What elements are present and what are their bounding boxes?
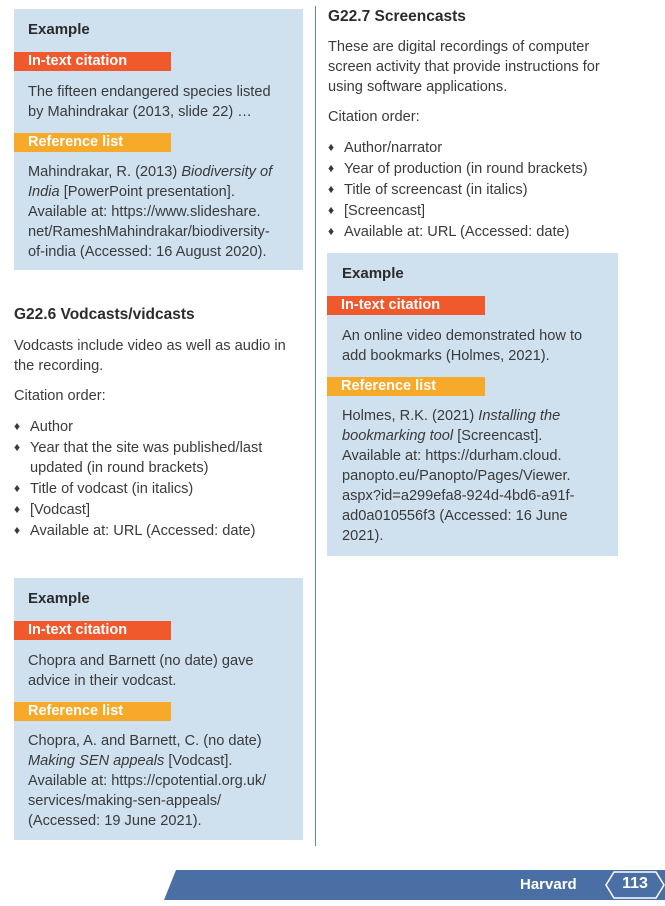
example-title: Example xyxy=(28,590,90,607)
section-heading-vodcasts: G22.6 Vodcasts/vidcasts xyxy=(14,306,195,323)
reference-line: ad0a010556f3 (Accessed: 16 June xyxy=(342,508,568,524)
list-item: ♦ Title of screencast (in italics) xyxy=(328,179,588,200)
reference-line: Mahindrakar, R. (2013) Biodiversity of xyxy=(28,164,273,180)
list-item: ♦ Author xyxy=(14,416,262,437)
list-item: ♦ Author/narrator xyxy=(328,137,588,158)
reference-line: aspx?id=a299efa8-924d-4bd6-a91f- xyxy=(342,488,575,504)
section-intro-line: using software applications. xyxy=(328,79,508,95)
reference-line: Making SEN appeals [Vodcast]. xyxy=(28,753,233,769)
list-item: ♦ Year that the site was published/last xyxy=(14,437,262,458)
section-intro-line: screen activity that provide instructions for xyxy=(328,59,600,75)
column-divider xyxy=(315,6,316,846)
in-text-citation-label: In-text citation xyxy=(327,296,485,315)
citation-order-label: Citation order: xyxy=(328,109,420,125)
reference-line: Holmes, R.K. (2021) Installing the xyxy=(342,408,561,424)
in-text-line: add bookmarks (Holmes, 2021). xyxy=(342,348,550,364)
diamond-bullet-icon: ♦ xyxy=(328,203,335,217)
section-heading-screencasts: G22.7 Screencasts xyxy=(328,8,466,25)
in-text-citation-label: In-text citation xyxy=(14,52,171,71)
page-number: 113 xyxy=(622,875,648,892)
reference-line: bookmarking tool [Screencast]. xyxy=(342,428,543,444)
reference-line: (Accessed: 19 June 2021). xyxy=(28,813,202,829)
citation-order-label: Citation order: xyxy=(14,388,106,404)
reference-list-label: Reference list xyxy=(327,377,485,396)
diamond-bullet-icon: ♦ xyxy=(14,419,21,433)
reference-line: India [PowerPoint presentation]. xyxy=(28,184,235,200)
in-text-line: The fifteen endangered species listed xyxy=(28,84,271,100)
diamond-bullet-icon: ♦ xyxy=(14,523,21,537)
reference-line: Available at: https://cpotential.org.uk/ xyxy=(28,773,267,789)
diamond-bullet-icon: ♦ xyxy=(328,182,335,196)
diamond-bullet-icon: ♦ xyxy=(14,502,21,516)
in-text-line: Chopra and Barnett (no date) gave xyxy=(28,653,254,669)
list-item: ♦ Available at: URL (Accessed: date) xyxy=(14,520,262,541)
citation-order-list xyxy=(328,137,588,242)
section-name: Harvard xyxy=(520,876,577,893)
reference-line: net/RameshMahindrakar/biodiversity- xyxy=(28,224,270,240)
citation-order-list xyxy=(14,416,262,541)
list-item: ♦ Available at: URL (Accessed: date) xyxy=(328,221,588,242)
list-item: ♦ [Screencast] xyxy=(328,200,588,221)
in-text-line: advice in their vodcast. xyxy=(28,673,177,689)
list-item: ♦ Year of production (in round brackets) xyxy=(328,158,588,179)
reference-list-label: Reference list xyxy=(14,133,171,152)
diamond-bullet-icon: ♦ xyxy=(328,140,335,154)
reference-line: Available at: https://durham.cloud. xyxy=(342,448,562,464)
reference-line: Chopra, A. and Barnett, C. (no date) xyxy=(28,733,262,749)
list-item: ♦ [Vodcast] xyxy=(14,499,262,520)
footer-banner-shape xyxy=(164,870,665,900)
section-intro-line: Vodcasts include video as well as audio in xyxy=(14,338,286,354)
diamond-bullet-icon: ♦ xyxy=(14,440,21,454)
reference-line: Available at: https://www.slideshare. xyxy=(28,204,261,220)
diamond-bullet-icon: ♦ xyxy=(14,481,21,495)
section-intro-line: These are digital recordings of computer xyxy=(328,39,590,55)
reference-line: panopto.eu/Panopto/Pages/Viewer. xyxy=(342,468,571,484)
example-title: Example xyxy=(28,21,90,38)
diamond-bullet-icon: ♦ xyxy=(328,161,335,175)
reference-line: services/making-sen-appeals/ xyxy=(28,793,222,809)
list-item-continuation: updated (in round brackets) xyxy=(30,460,209,476)
diamond-bullet-icon: ♦ xyxy=(328,224,335,238)
footer-banner xyxy=(164,870,665,900)
in-text-line: by Mahindrakar (2013, slide 22) … xyxy=(28,104,252,120)
reference-line: 2021). xyxy=(342,528,384,544)
example-title: Example xyxy=(342,265,404,282)
in-text-line: An online video demonstrated how to xyxy=(342,328,583,344)
reference-line: of-india (Accessed: 16 August 2020). xyxy=(28,244,267,260)
section-intro-line: the recording. xyxy=(14,358,104,374)
reference-list-label: Reference list xyxy=(14,702,171,721)
in-text-citation-label: In-text citation xyxy=(14,621,171,640)
list-item: ♦ Title of vodcast (in italics) xyxy=(14,478,262,499)
